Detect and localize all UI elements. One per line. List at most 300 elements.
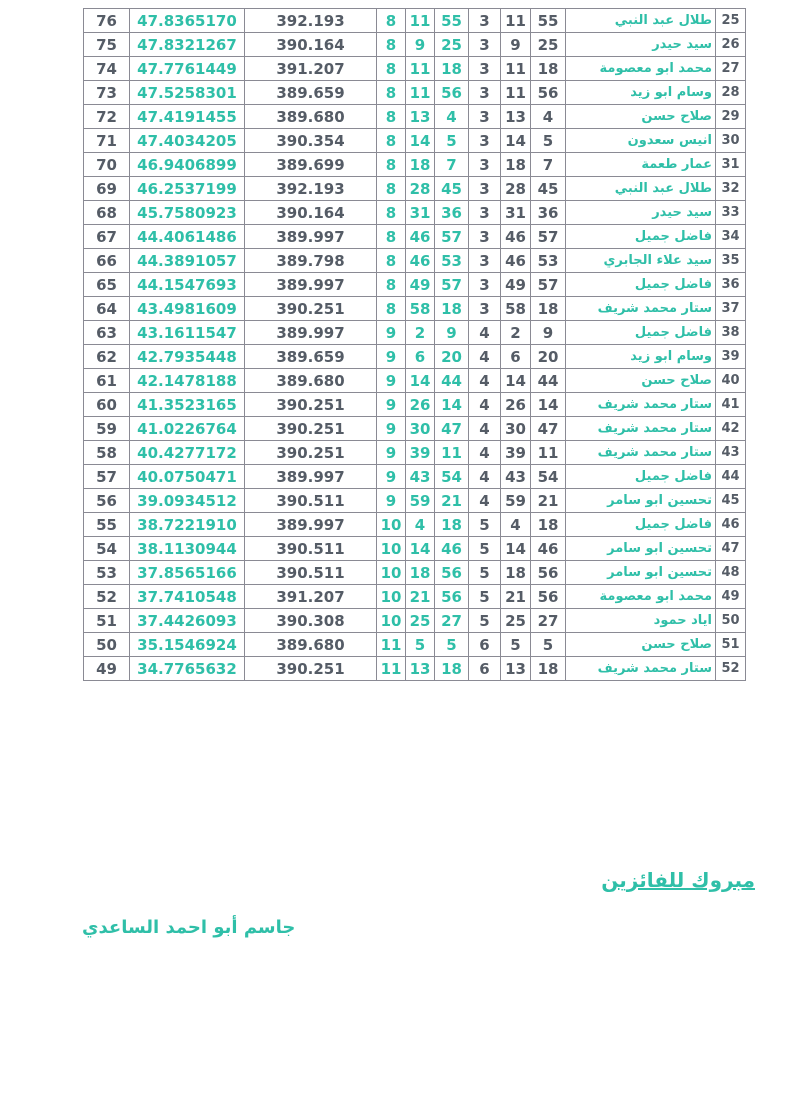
score-cell: 39.0934512 — [130, 489, 245, 513]
col-f-cell: 54 — [531, 465, 566, 489]
base-value-cell: 390.511 — [245, 537, 377, 561]
col-c-cell: 44 — [435, 369, 469, 393]
col-b-cell: 4 — [406, 513, 435, 537]
col-c-cell: 36 — [435, 201, 469, 225]
name-cell: طلال عبد النبي — [566, 9, 716, 33]
table-row — [84, 57, 746, 81]
base-value-cell: 390.308 — [245, 609, 377, 633]
col-e-cell: 4 — [501, 513, 531, 537]
base-value-cell: 389.997 — [245, 513, 377, 537]
rank-cell: 57 — [84, 465, 130, 489]
col-d-cell: 5 — [469, 513, 501, 537]
table-row — [84, 201, 746, 225]
name-cell: ستار محمد شريف — [566, 417, 716, 441]
name-cell: صلاح حسن — [566, 105, 716, 129]
name-cell: محمد ابو معصومة — [566, 585, 716, 609]
rank-cell: 75 — [84, 33, 130, 57]
table-row — [84, 585, 746, 609]
name-cell: طلال عبد النبي — [566, 177, 716, 201]
rank-cell: 68 — [84, 201, 130, 225]
col-b-cell: 46 — [406, 249, 435, 273]
col-d-cell: 4 — [469, 345, 501, 369]
col-c-cell: 18 — [435, 513, 469, 537]
score-cell: 41.0226764 — [130, 417, 245, 441]
name-cell: ستار محمد شريف — [566, 441, 716, 465]
base-value-cell: 391.207 — [245, 585, 377, 609]
rank-cell: 66 — [84, 249, 130, 273]
rank-cell: 61 — [84, 369, 130, 393]
name-cell: عمار طعمة — [566, 153, 716, 177]
col-d-cell: 5 — [469, 585, 501, 609]
rank-cell: 76 — [84, 9, 130, 33]
col-b-cell: 9 — [406, 33, 435, 57]
table-row — [84, 609, 746, 633]
base-value-cell: 390.511 — [245, 561, 377, 585]
score-cell: 38.7221910 — [130, 513, 245, 537]
col-e-cell: 11 — [501, 57, 531, 81]
col-e-cell: 25 — [501, 609, 531, 633]
col-e-cell: 21 — [501, 585, 531, 609]
score-cell: 46.2537199 — [130, 177, 245, 201]
col-a-cell: 10 — [377, 561, 406, 585]
table-row — [84, 345, 746, 369]
col-d-cell: 3 — [469, 249, 501, 273]
table-row — [84, 489, 746, 513]
col-a-cell: 8 — [377, 249, 406, 273]
col-b-cell: 18 — [406, 153, 435, 177]
col-a-cell: 11 — [377, 633, 406, 657]
table-row — [84, 273, 746, 297]
col-b-cell: 13 — [406, 105, 435, 129]
table-row — [84, 249, 746, 273]
name-cell: تحسين ابو سامر — [566, 489, 716, 513]
base-value-cell: 390.251 — [245, 441, 377, 465]
rank-cell: 72 — [84, 105, 130, 129]
row-number-cell: 35 — [716, 249, 746, 273]
col-b-cell: 46 — [406, 225, 435, 249]
table-row — [84, 633, 746, 657]
table-row — [84, 33, 746, 57]
col-b-cell: 5 — [406, 633, 435, 657]
col-e-cell: 49 — [501, 273, 531, 297]
rank-cell: 73 — [84, 81, 130, 105]
row-number-cell: 33 — [716, 201, 746, 225]
name-cell: صلاح حسن — [566, 633, 716, 657]
col-c-cell: 54 — [435, 465, 469, 489]
col-e-cell: 6 — [501, 345, 531, 369]
score-cell: 37.7410548 — [130, 585, 245, 609]
col-d-cell: 3 — [469, 9, 501, 33]
base-value-cell: 390.251 — [245, 393, 377, 417]
col-d-cell: 5 — [469, 537, 501, 561]
col-e-cell: 31 — [501, 201, 531, 225]
col-e-cell: 2 — [501, 321, 531, 345]
col-d-cell: 3 — [469, 129, 501, 153]
row-number-cell: 41 — [716, 393, 746, 417]
base-value-cell: 389.699 — [245, 153, 377, 177]
score-cell: 40.0750471 — [130, 465, 245, 489]
row-number-cell: 43 — [716, 441, 746, 465]
rank-cell: 71 — [84, 129, 130, 153]
table-row — [84, 9, 746, 33]
col-f-cell: 21 — [531, 489, 566, 513]
col-a-cell: 9 — [377, 441, 406, 465]
col-c-cell: 27 — [435, 609, 469, 633]
col-b-cell: 28 — [406, 177, 435, 201]
col-f-cell: 56 — [531, 81, 566, 105]
col-e-cell: 14 — [501, 129, 531, 153]
row-number-cell: 52 — [716, 657, 746, 681]
col-c-cell: 18 — [435, 297, 469, 321]
col-f-cell: 18 — [531, 657, 566, 681]
base-value-cell: 390.251 — [245, 417, 377, 441]
rank-cell: 65 — [84, 273, 130, 297]
col-e-cell: 46 — [501, 249, 531, 273]
col-c-cell: 56 — [435, 585, 469, 609]
col-c-cell: 18 — [435, 657, 469, 681]
row-number-cell: 32 — [716, 177, 746, 201]
name-cell: ستار محمد شريف — [566, 393, 716, 417]
row-number-cell: 26 — [716, 33, 746, 57]
name-cell: فاضل جميل — [566, 513, 716, 537]
base-value-cell: 390.164 — [245, 201, 377, 225]
score-cell: 47.8365170 — [130, 9, 245, 33]
col-a-cell: 11 — [377, 657, 406, 681]
base-value-cell: 392.193 — [245, 177, 377, 201]
col-d-cell: 6 — [469, 633, 501, 657]
row-number-cell: 45 — [716, 489, 746, 513]
col-d-cell: 6 — [469, 657, 501, 681]
base-value-cell: 390.511 — [245, 489, 377, 513]
col-d-cell: 4 — [469, 489, 501, 513]
rank-cell: 54 — [84, 537, 130, 561]
rank-cell: 64 — [84, 297, 130, 321]
row-number-cell: 51 — [716, 633, 746, 657]
score-cell: 38.1130944 — [130, 537, 245, 561]
col-e-cell: 5 — [501, 633, 531, 657]
col-a-cell: 10 — [377, 537, 406, 561]
score-cell: 47.5258301 — [130, 81, 245, 105]
table-row — [84, 417, 746, 441]
signature-text: جاسم أبو احمد الساعدي — [82, 917, 296, 938]
name-cell: انيس سعدون — [566, 129, 716, 153]
row-number-cell: 44 — [716, 465, 746, 489]
col-b-cell: 59 — [406, 489, 435, 513]
base-value-cell: 389.997 — [245, 273, 377, 297]
col-a-cell: 8 — [377, 201, 406, 225]
rank-cell: 50 — [84, 633, 130, 657]
row-number-cell: 38 — [716, 321, 746, 345]
table-row — [84, 393, 746, 417]
col-c-cell: 56 — [435, 561, 469, 585]
col-a-cell: 8 — [377, 33, 406, 57]
rank-cell: 63 — [84, 321, 130, 345]
col-b-cell: 14 — [406, 129, 435, 153]
name-cell: فاضل جميل — [566, 465, 716, 489]
base-value-cell: 391.207 — [245, 57, 377, 81]
col-c-cell: 11 — [435, 441, 469, 465]
col-b-cell: 21 — [406, 585, 435, 609]
col-a-cell: 10 — [377, 585, 406, 609]
table-row — [84, 537, 746, 561]
base-value-cell: 389.997 — [245, 321, 377, 345]
table-row — [84, 177, 746, 201]
col-a-cell: 10 — [377, 513, 406, 537]
col-f-cell: 11 — [531, 441, 566, 465]
col-d-cell: 3 — [469, 105, 501, 129]
score-cell: 43.1611547 — [130, 321, 245, 345]
rank-cell: 70 — [84, 153, 130, 177]
table-row — [84, 129, 746, 153]
col-f-cell: 53 — [531, 249, 566, 273]
base-value-cell: 390.164 — [245, 33, 377, 57]
col-e-cell: 9 — [501, 33, 531, 57]
rank-cell: 62 — [84, 345, 130, 369]
base-value-cell: 389.659 — [245, 345, 377, 369]
col-a-cell: 8 — [377, 81, 406, 105]
col-f-cell: 55 — [531, 9, 566, 33]
col-a-cell: 10 — [377, 609, 406, 633]
col-f-cell: 47 — [531, 417, 566, 441]
col-a-cell: 9 — [377, 489, 406, 513]
col-d-cell: 3 — [469, 33, 501, 57]
rank-cell: 58 — [84, 441, 130, 465]
name-cell: سيد حيدر — [566, 201, 716, 225]
table-row — [84, 153, 746, 177]
col-a-cell: 9 — [377, 345, 406, 369]
col-a-cell: 8 — [377, 297, 406, 321]
score-cell: 46.9406899 — [130, 153, 245, 177]
col-b-cell: 31 — [406, 201, 435, 225]
col-d-cell: 3 — [469, 273, 501, 297]
col-d-cell: 4 — [469, 321, 501, 345]
table-body — [84, 9, 746, 681]
table-row — [84, 441, 746, 465]
row-number-cell: 49 — [716, 585, 746, 609]
base-value-cell: 389.680 — [245, 105, 377, 129]
row-number-cell: 25 — [716, 9, 746, 33]
name-cell: تحسين ابو سامر — [566, 537, 716, 561]
table-row — [84, 561, 746, 585]
score-cell: 47.4034205 — [130, 129, 245, 153]
table-row — [84, 657, 746, 681]
col-e-cell: 13 — [501, 105, 531, 129]
table-row — [84, 369, 746, 393]
score-cell: 45.7580923 — [130, 201, 245, 225]
col-b-cell: 58 — [406, 297, 435, 321]
rank-cell: 59 — [84, 417, 130, 441]
col-f-cell: 18 — [531, 57, 566, 81]
col-c-cell: 45 — [435, 177, 469, 201]
col-f-cell: 18 — [531, 297, 566, 321]
score-cell: 34.7765632 — [130, 657, 245, 681]
col-c-cell: 7 — [435, 153, 469, 177]
col-f-cell: 9 — [531, 321, 566, 345]
score-cell: 37.8565166 — [130, 561, 245, 585]
score-cell: 42.1478188 — [130, 369, 245, 393]
base-value-cell: 389.997 — [245, 225, 377, 249]
base-value-cell: 390.354 — [245, 129, 377, 153]
col-e-cell: 39 — [501, 441, 531, 465]
score-cell: 35.1546924 — [130, 633, 245, 657]
col-e-cell: 18 — [501, 153, 531, 177]
row-number-cell: 42 — [716, 417, 746, 441]
rank-cell: 51 — [84, 609, 130, 633]
col-b-cell: 13 — [406, 657, 435, 681]
col-c-cell: 25 — [435, 33, 469, 57]
col-a-cell: 9 — [377, 417, 406, 441]
col-d-cell: 4 — [469, 417, 501, 441]
score-cell: 42.7935448 — [130, 345, 245, 369]
col-b-cell: 11 — [406, 81, 435, 105]
name-cell: اياد حمود — [566, 609, 716, 633]
row-number-cell: 48 — [716, 561, 746, 585]
col-a-cell: 8 — [377, 105, 406, 129]
col-b-cell: 49 — [406, 273, 435, 297]
col-a-cell: 8 — [377, 177, 406, 201]
col-e-cell: 28 — [501, 177, 531, 201]
col-b-cell: 18 — [406, 561, 435, 585]
col-a-cell: 9 — [377, 321, 406, 345]
rank-cell: 60 — [84, 393, 130, 417]
col-f-cell: 45 — [531, 177, 566, 201]
table-row — [84, 105, 746, 129]
base-value-cell: 389.680 — [245, 633, 377, 657]
col-c-cell: 21 — [435, 489, 469, 513]
score-cell: 47.8321267 — [130, 33, 245, 57]
row-number-cell: 29 — [716, 105, 746, 129]
col-e-cell: 11 — [501, 9, 531, 33]
col-d-cell: 5 — [469, 609, 501, 633]
col-f-cell: 27 — [531, 609, 566, 633]
table-row — [84, 81, 746, 105]
col-e-cell: 46 — [501, 225, 531, 249]
col-f-cell: 5 — [531, 633, 566, 657]
col-b-cell: 25 — [406, 609, 435, 633]
col-c-cell: 18 — [435, 57, 469, 81]
score-cell: 47.4191455 — [130, 105, 245, 129]
row-number-cell: 40 — [716, 369, 746, 393]
name-cell: فاضل جميل — [566, 321, 716, 345]
col-d-cell: 3 — [469, 81, 501, 105]
col-b-cell: 2 — [406, 321, 435, 345]
col-b-cell: 6 — [406, 345, 435, 369]
score-cell: 37.4426093 — [130, 609, 245, 633]
col-c-cell: 57 — [435, 273, 469, 297]
rank-cell: 74 — [84, 57, 130, 81]
col-c-cell: 5 — [435, 129, 469, 153]
score-cell: 44.4061486 — [130, 225, 245, 249]
col-f-cell: 56 — [531, 561, 566, 585]
score-cell: 40.4277172 — [130, 441, 245, 465]
col-d-cell: 3 — [469, 153, 501, 177]
col-c-cell: 4 — [435, 105, 469, 129]
col-f-cell: 57 — [531, 225, 566, 249]
base-value-cell: 389.997 — [245, 465, 377, 489]
col-c-cell: 57 — [435, 225, 469, 249]
congratulations-heading: مبروك للفائزين — [601, 868, 755, 892]
col-f-cell: 44 — [531, 369, 566, 393]
col-d-cell: 4 — [469, 441, 501, 465]
rank-cell: 67 — [84, 225, 130, 249]
name-cell: تحسين ابو سامر — [566, 561, 716, 585]
col-a-cell: 9 — [377, 369, 406, 393]
col-c-cell: 56 — [435, 81, 469, 105]
col-e-cell: 14 — [501, 369, 531, 393]
col-a-cell: 9 — [377, 465, 406, 489]
col-c-cell: 53 — [435, 249, 469, 273]
col-a-cell: 9 — [377, 393, 406, 417]
table-row — [84, 321, 746, 345]
base-value-cell: 389.798 — [245, 249, 377, 273]
col-c-cell: 20 — [435, 345, 469, 369]
row-number-cell: 30 — [716, 129, 746, 153]
col-b-cell: 39 — [406, 441, 435, 465]
row-number-cell: 27 — [716, 57, 746, 81]
base-value-cell: 390.251 — [245, 657, 377, 681]
col-e-cell: 26 — [501, 393, 531, 417]
name-cell: محمد ابو معصومة — [566, 57, 716, 81]
row-number-cell: 47 — [716, 537, 746, 561]
col-e-cell: 13 — [501, 657, 531, 681]
col-d-cell: 3 — [469, 297, 501, 321]
col-d-cell: 3 — [469, 177, 501, 201]
col-d-cell: 4 — [469, 369, 501, 393]
name-cell: وسام ابو زيد — [566, 81, 716, 105]
rank-cell: 52 — [84, 585, 130, 609]
row-number-cell: 37 — [716, 297, 746, 321]
col-f-cell: 7 — [531, 153, 566, 177]
name-cell: ستار محمد شريف — [566, 657, 716, 681]
col-d-cell: 3 — [469, 201, 501, 225]
col-c-cell: 46 — [435, 537, 469, 561]
base-value-cell: 389.680 — [245, 369, 377, 393]
table-row — [84, 225, 746, 249]
name-cell: سيد علاء الجابري — [566, 249, 716, 273]
col-e-cell: 43 — [501, 465, 531, 489]
col-c-cell: 9 — [435, 321, 469, 345]
col-b-cell: 14 — [406, 537, 435, 561]
col-c-cell: 47 — [435, 417, 469, 441]
col-f-cell: 25 — [531, 33, 566, 57]
name-cell: صلاح حسن — [566, 369, 716, 393]
col-a-cell: 8 — [377, 57, 406, 81]
col-f-cell: 57 — [531, 273, 566, 297]
col-b-cell: 11 — [406, 9, 435, 33]
name-cell: ستار محمد شريف — [566, 297, 716, 321]
col-d-cell: 5 — [469, 561, 501, 585]
col-d-cell: 4 — [469, 393, 501, 417]
row-number-cell: 31 — [716, 153, 746, 177]
col-e-cell: 58 — [501, 297, 531, 321]
col-f-cell: 5 — [531, 129, 566, 153]
score-cell: 44.1547693 — [130, 273, 245, 297]
rank-cell: 49 — [84, 657, 130, 681]
table-row — [84, 513, 746, 537]
col-b-cell: 14 — [406, 369, 435, 393]
base-value-cell: 390.251 — [245, 297, 377, 321]
col-f-cell: 14 — [531, 393, 566, 417]
rank-cell: 53 — [84, 561, 130, 585]
base-value-cell: 392.193 — [245, 9, 377, 33]
name-cell: فاضل جميل — [566, 273, 716, 297]
col-c-cell: 5 — [435, 633, 469, 657]
col-f-cell: 18 — [531, 513, 566, 537]
score-cell: 47.7761449 — [130, 57, 245, 81]
row-number-cell: 46 — [716, 513, 746, 537]
col-a-cell: 8 — [377, 225, 406, 249]
col-e-cell: 11 — [501, 81, 531, 105]
